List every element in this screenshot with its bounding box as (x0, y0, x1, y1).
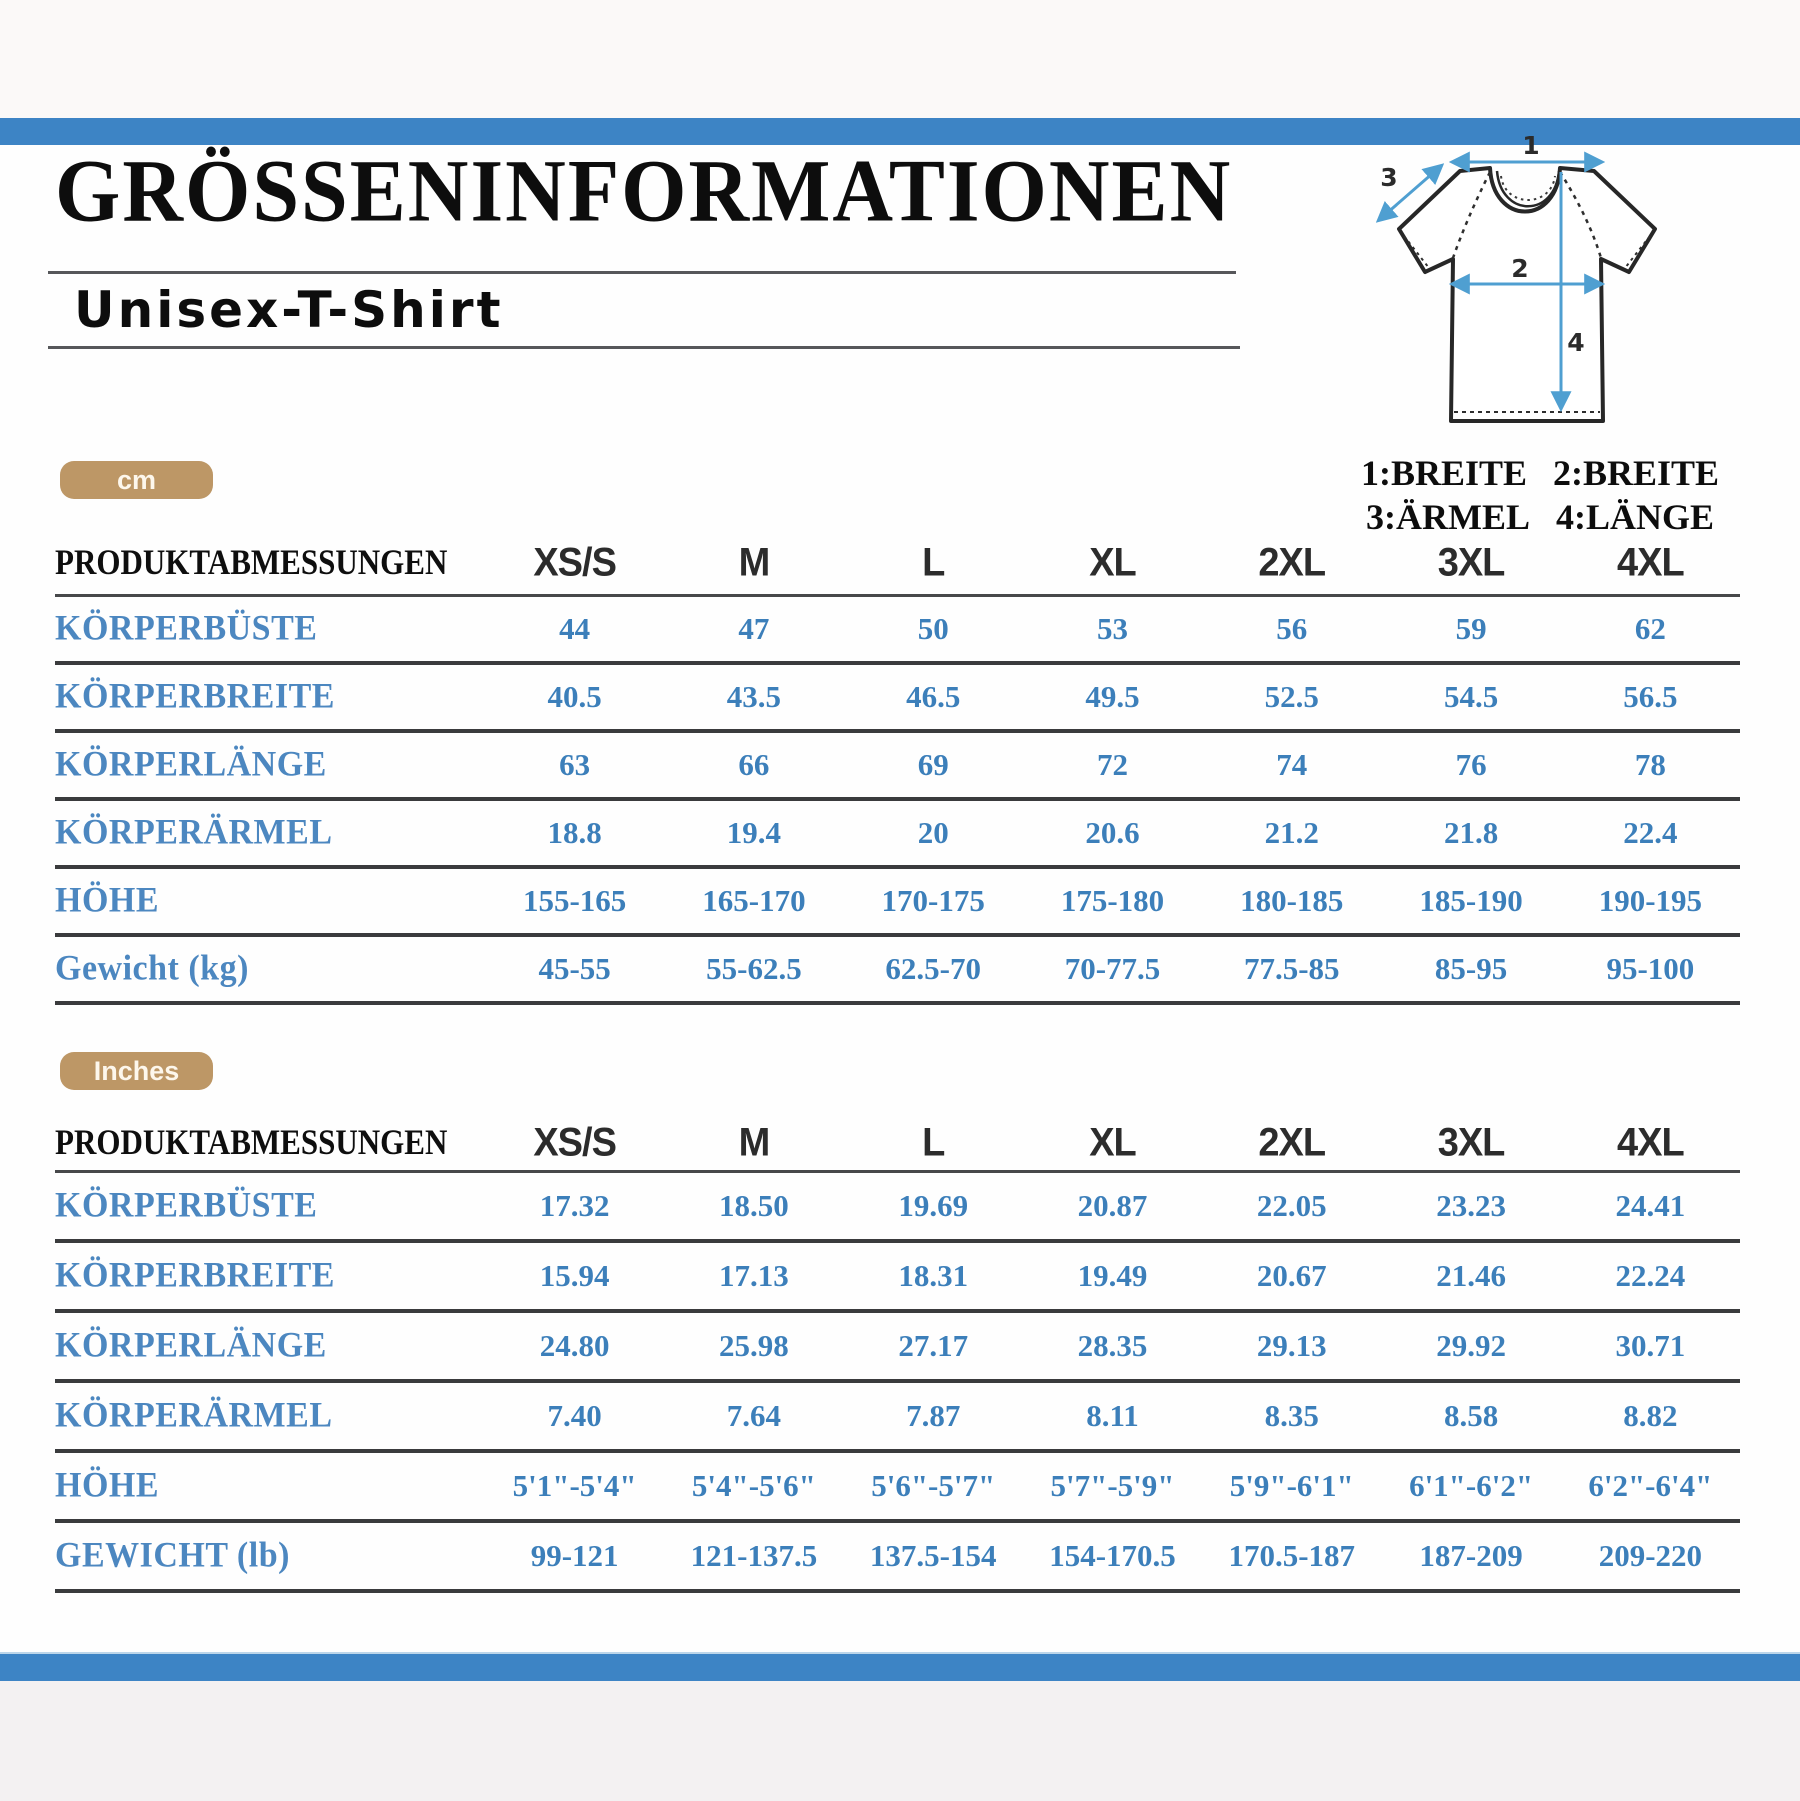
cell-value: 170-175 (881, 883, 985, 918)
column-header-size: 2XL (1258, 540, 1326, 585)
cell-value: 76 (1455, 747, 1487, 782)
cell-value: 72 (1096, 747, 1128, 782)
column-header-size: M (738, 540, 770, 585)
cell-value: 59 (1455, 611, 1487, 646)
column-header-size: 3XL (1437, 1120, 1505, 1165)
cell-value: 8.11 (1086, 1398, 1139, 1433)
size-table-cm (55, 532, 1740, 1005)
legend-item: 1:BREITE (1360, 453, 1527, 493)
unit-badge-inches: Inches (60, 1052, 213, 1090)
table-row (55, 1523, 1740, 1593)
row-label: KÖRPERBÜSTE (55, 609, 318, 648)
measurements-header: PRODUKTABMESSUNGEN (55, 543, 448, 582)
cell-value: 70-77.5 (1064, 951, 1161, 986)
table-row (55, 1453, 1740, 1523)
row-label: KÖRPERBREITE (55, 677, 335, 716)
column-header-size: 4XL (1617, 540, 1684, 585)
diagram-legend (1340, 452, 1740, 538)
top-margin-strip (0, 0, 1800, 118)
cell-value: 18.50 (719, 1188, 789, 1223)
cell-value: 99-121 (530, 1538, 619, 1573)
bottom-blue-bar (0, 1654, 1800, 1681)
cell-value: 23.23 (1436, 1188, 1506, 1223)
cell-value: 5'6"-5'7" (871, 1468, 996, 1503)
table-header-row (55, 1116, 1740, 1173)
cell-value: 165-170 (702, 883, 806, 918)
cell-value: 19.49 (1077, 1258, 1148, 1293)
cell-value: 40.5 (547, 679, 602, 714)
cell-value: 47 (738, 611, 770, 646)
cell-value: 53 (1096, 611, 1128, 646)
cell-value: 54.5 (1443, 679, 1499, 714)
cell-value: 190-195 (1598, 883, 1703, 918)
table-row (55, 1383, 1740, 1453)
row-label: KÖRPERÄRMEL (55, 813, 333, 852)
row-label: Gewicht (kg) (55, 949, 249, 988)
cell-value: 24.80 (539, 1328, 610, 1363)
column-header-size: XS/S (533, 540, 616, 585)
table-row (55, 1313, 1740, 1383)
table-row (55, 597, 1740, 665)
cell-value: 175-180 (1060, 883, 1165, 918)
column-header-size: L (922, 1120, 945, 1165)
cell-value: 7.64 (726, 1398, 782, 1433)
column-header-size: 4XL (1617, 1120, 1684, 1165)
legend-item: 3:ÄRMEL (1365, 497, 1530, 537)
cell-value: 27.17 (898, 1328, 969, 1363)
subtitle-divider (48, 346, 1240, 349)
cell-value: 5'4"-5'6" (691, 1468, 816, 1503)
table-row (55, 937, 1740, 1005)
cell-value: 5'9"-6'1" (1229, 1468, 1354, 1503)
cell-value: 43.5 (726, 679, 782, 714)
cell-value: 154-170.5 (1049, 1538, 1176, 1573)
cell-value: 29.13 (1256, 1328, 1327, 1363)
tshirt-measurement-diagram-icon (1373, 136, 1663, 441)
cell-value: 20.6 (1085, 815, 1140, 850)
cell-value: 20 (917, 815, 949, 850)
cell-value: 20.67 (1256, 1258, 1327, 1293)
column-header-size: XL (1089, 1120, 1136, 1165)
cell-value: 155-165 (522, 883, 627, 918)
cell-value: 69 (917, 747, 949, 782)
cell-value: 8.58 (1443, 1398, 1499, 1433)
cell-value: 95-100 (1606, 951, 1695, 986)
cell-value: 49.5 (1085, 679, 1140, 714)
cell-value: 20.87 (1077, 1188, 1148, 1223)
cell-value: 78 (1634, 747, 1666, 782)
table-body (55, 597, 1740, 1005)
row-label: KÖRPERLÄNGE (55, 1326, 327, 1365)
cell-value: 30.71 (1615, 1328, 1686, 1363)
cell-value: 15.94 (539, 1258, 610, 1293)
cell-value: 21.8 (1443, 815, 1499, 850)
column-header-size: XS/S (533, 1120, 616, 1165)
row-label: HÖHE (55, 1466, 160, 1505)
cell-value: 19.4 (726, 815, 782, 850)
cell-value: 209-220 (1598, 1538, 1703, 1573)
legend-item: 2:BREITE (1553, 453, 1720, 493)
table-row (55, 801, 1740, 869)
cell-value: 45-55 (538, 951, 611, 986)
cell-value: 7.87 (906, 1398, 961, 1433)
table-row (55, 1243, 1740, 1313)
cell-value: 18.8 (547, 815, 602, 850)
row-label: KÖRPERBÜSTE (55, 1186, 318, 1225)
arrow-label-4: 4 (1567, 328, 1585, 357)
table-header-row (55, 532, 1740, 597)
cell-value: 44 (559, 611, 591, 646)
column-header-size: XL (1089, 540, 1136, 585)
bottom-margin-strip (0, 1681, 1800, 1801)
cell-value: 25.98 (719, 1328, 789, 1363)
row-label: KÖRPERLÄNGE (55, 745, 327, 784)
column-header-size: 3XL (1437, 540, 1505, 585)
cell-value: 62 (1634, 611, 1666, 646)
page-title: GRÖSSENINFORMATIONEN (55, 142, 1233, 241)
cell-value: 62.5-70 (885, 951, 981, 986)
table-row (55, 733, 1740, 801)
cell-value: 56.5 (1623, 679, 1678, 714)
cell-value: 5'7"-5'9" (1050, 1468, 1175, 1503)
table-row (55, 869, 1740, 937)
cell-value: 180-185 (1240, 883, 1344, 918)
size-table-inches (55, 1116, 1740, 1593)
cell-value: 7.40 (547, 1398, 602, 1433)
cell-value: 24.41 (1615, 1188, 1686, 1223)
arrow-label-3: 3 (1380, 163, 1398, 192)
row-label: KÖRPERBREITE (55, 1256, 335, 1295)
cell-value: 66 (738, 747, 770, 782)
arrow-label-2: 2 (1511, 254, 1529, 283)
cell-value: 185-190 (1419, 883, 1523, 918)
measurements-header: PRODUKTABMESSUNGEN (55, 1123, 448, 1162)
cell-value: 46.5 (906, 679, 961, 714)
cell-value: 77.5-85 (1243, 951, 1340, 986)
table-row (55, 1173, 1740, 1243)
cell-value: 29.92 (1436, 1328, 1506, 1363)
cell-value: 121-137.5 (690, 1538, 818, 1573)
column-header-size: L (922, 540, 945, 585)
cell-value: 6'1"-6'2" (1409, 1468, 1534, 1503)
title-divider (48, 271, 1236, 274)
cell-value: 137.5-154 (869, 1538, 997, 1573)
cell-value: 17.32 (539, 1188, 610, 1223)
cell-value: 56 (1276, 611, 1308, 646)
cell-value: 21.2 (1264, 815, 1319, 850)
cell-value: 63 (559, 747, 591, 782)
row-label: KÖRPERÄRMEL (55, 1396, 333, 1435)
unit-badge-cm: cm (60, 461, 213, 499)
cell-value: 85-95 (1434, 951, 1508, 986)
cell-value: 50 (917, 611, 949, 646)
column-header-size: 2XL (1258, 1120, 1326, 1165)
cell-value: 21.46 (1436, 1258, 1506, 1293)
cell-value: 52.5 (1264, 679, 1319, 714)
cell-value: 5'1"-5'4" (512, 1468, 637, 1503)
page-subtitle: Unisex-T-Shirt (74, 281, 504, 339)
cell-value: 22.24 (1615, 1258, 1686, 1293)
cell-value: 6'2"-6'4" (1588, 1468, 1713, 1503)
cell-value: 8.35 (1264, 1398, 1319, 1433)
legend-item: 4:LÄNGE (1555, 497, 1714, 537)
row-label: GEWICHT (lb) (55, 1536, 290, 1575)
cell-value: 28.35 (1077, 1328, 1148, 1363)
column-header-size: M (738, 1120, 770, 1165)
cell-value: 8.82 (1623, 1398, 1678, 1433)
row-label: HÖHE (55, 881, 160, 920)
cell-value: 22.4 (1623, 815, 1678, 850)
legend-line-1 (1361, 452, 1719, 494)
collar-stitch-line (1501, 176, 1555, 200)
cell-value: 74 (1276, 747, 1308, 782)
cell-value: 17.13 (719, 1258, 789, 1293)
cell-value: 22.05 (1256, 1188, 1327, 1223)
cell-value: 187-209 (1419, 1538, 1523, 1573)
table-row (55, 665, 1740, 733)
cell-value: 55-62.5 (706, 951, 802, 986)
cell-value: 170.5-187 (1228, 1538, 1356, 1573)
arrow-label-1: 1 (1522, 136, 1540, 160)
table-body (55, 1173, 1740, 1593)
cell-value: 19.69 (898, 1188, 969, 1223)
cell-value: 18.31 (898, 1258, 969, 1293)
